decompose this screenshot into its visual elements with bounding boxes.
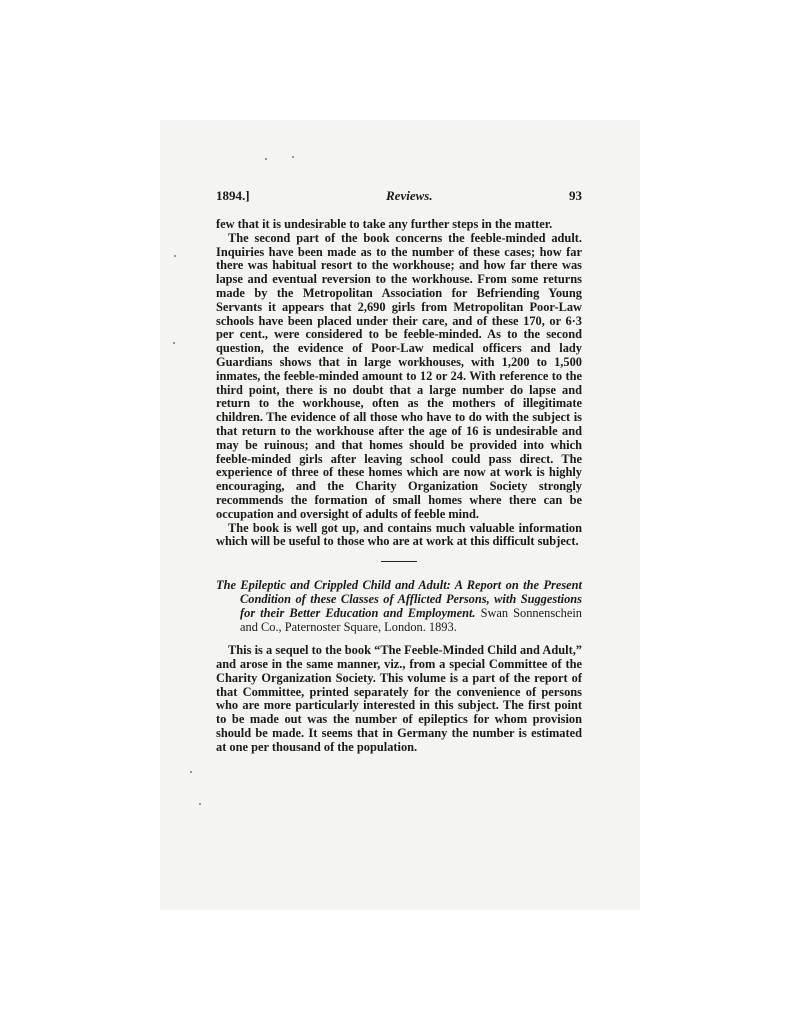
header-year: 1894.] — [216, 188, 250, 203]
book-title: The Epileptic and Crippled Child and Adult: A Report on the Present Condition of these Classes of Afflicted Persons, with Suggestions for their Better Education and Employment. — [216, 578, 582, 621]
publisher-info: Swan Sonnenschein and Co., Paternoster Square, London. 1893. — [240, 606, 582, 635]
paragraph: The book is well got up, and contains much valuable information which will be useful to those who are at work at this difficult subject. — [216, 520, 582, 549]
review-continuation — [216, 218, 582, 549]
paragraph: The second part of the book concerns the feeble-minded adult. Inquiries have been made as to the number of these cases; how far there was habitual resort to the workhouse; and how far there was lapse and eventual reversion to the workhouse. From some returns made by the Metropolitan Association for Befriending Young Servants it appears that 2,690 girls from Metropolitan Poor-Law schools have been placed under their care, and of these 170, or 6·3 per cent., were considered to be feeble-minded. As to the second question, the evidence of Poor-Law medical officers and lady Guardians shows that in large workhouses, with 1,200 to 1,500 inmates, the feeble-minded amount to 12 or 24. With reference to the third point, there is no doubt that a large number do lapse and return to the workhouse, often as the mothers of illegitimate children. The evidence of all those who have to do with the subject is that return to the workhouse after the age of 16 is undesirable and may be ruinous; and that homes should be provided into which feeble-minded girls after leaving school could pass direct. The experience of three of these homes which are now at work is highly encouraging, and the Charity Organization Society strongly recommends the formation of small homes where there can be occupation and oversight of adults of feeble mind. — [216, 230, 582, 521]
header-section-title: Reviews. — [386, 188, 433, 203]
header-page-number: 93 — [568, 188, 582, 203]
running-header — [216, 188, 582, 204]
review-body — [216, 644, 582, 754]
paragraph: few that it is undesirable to take any further steps in the matter. — [216, 217, 553, 231]
section-divider — [381, 561, 417, 562]
paragraph: This is a sequel to the book “The Feeble-Minded Child and Adult,” and arose in the same manner, viz., from a special Committee of the Charity Organization Society. This volume is a part of the report of that Committee, printed separately for the convenience of persons who are more particularly interested in this subject. The first point to be made out was the number of epileptics for whom provision should be made. It seems that in Germany the number is estimated at one per thousand of the population. — [216, 643, 582, 754]
review-citation — [216, 578, 582, 634]
book-page — [216, 188, 582, 755]
